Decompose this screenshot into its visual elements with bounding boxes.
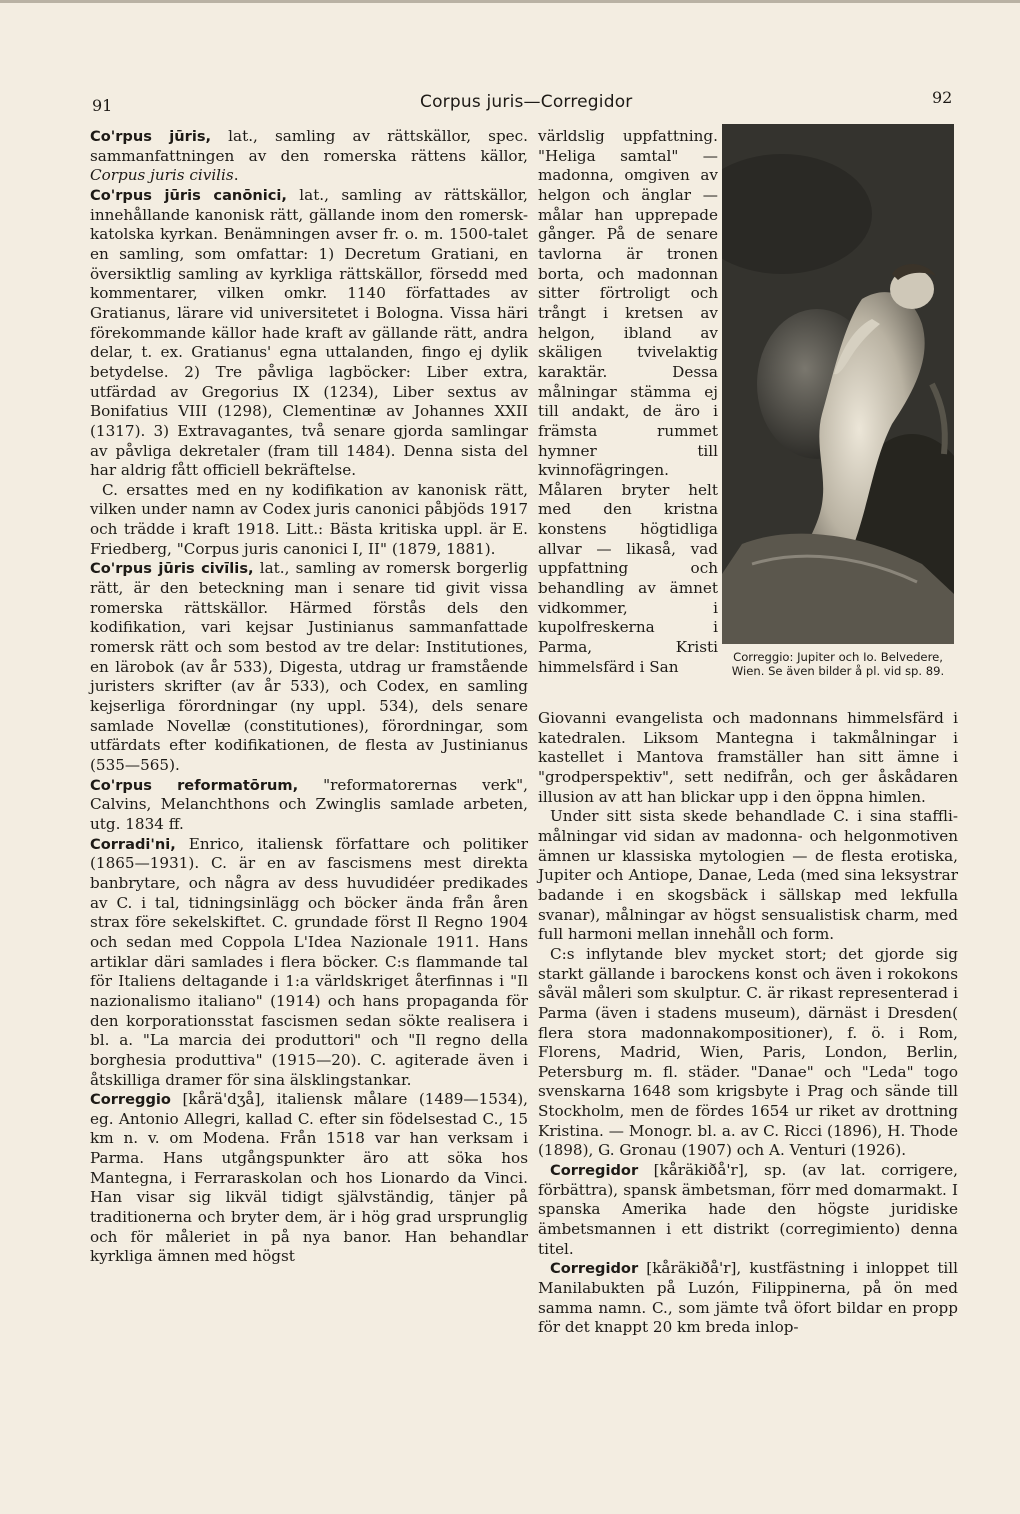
headword: Corradi'ni, (90, 835, 176, 853)
entry-tail: . (233, 166, 239, 185)
headword: Co'rpus jūris, (90, 128, 212, 145)
entry-corpus-reformatorum (90, 776, 528, 835)
paragraph-codex (90, 481, 528, 560)
paragraph-giovanni (538, 709, 958, 807)
figure-caption: Correggio: Jupiter och Io. Belvedere, Wien. Se även bilder å pl. vid sp. 89. (731, 650, 945, 678)
paragraph-correggio-continued: världslig uppfattning. "Heliga samtal" — madonna, omgiven av helgon och änglar — målar han upprepade gånger. På de senare tavlorna är tronen borta, och madonnan sitter förtroligt och trångt i kretsen av helgon, ibland av skäligen tvivelaktig karaktär. Dessa målningar stämma ej till andakt, de äro i främsta rummet hymner till kvinnofägringen. Målaren bryter helt med den kristna konstens högtidliga allvar — likaså, vad uppfattning och behandling av ämnet vidkommer, i kupolfreskerna i Parma, Kristi himmelsfärd i San (538, 127, 718, 676)
entry-corpus-juris (90, 127, 528, 186)
entry-text: lat., samling av rättskällor, spec. sammanfattningen av den romerska rättens källor, (90, 127, 528, 165)
entry-text: [kåräkiðå'r], kustfästning i inloppet till Manilabukten på Luzón, Filippinerna, på ön med samma namn. C., som jämte två öfort bildar en propp för det knappt 20 km breda inlop- (538, 1259, 958, 1337)
paragraph-influence (538, 945, 958, 1161)
entry-text: Enrico, italiensk författare och politiker (1865—1931). C. är en av fascismens mest direkta banbrytare, och några av dess huvudidéer predikades av C. i tal, tidningsinlägg och böcker ända från åren strax före sekelskiftet. C. grundade först Il Regno 1904 och sedan med Coppola L'Idea Nazionale 1911. Hans artiklar däri samlades i flera böcker. C:s flammande tal för Italiens deltagande i 1:a världskriget återfinnas i "Il nazionalismo italiano" (1914) och hans propaganda för den korporationsstat fascismen sedan sökte realisera i bl. a. "La marcia dei produttori" och "Il regno della borghesia produttiva" (1915—20). C. agiterade även i åtskilliga dramer för sina älsklingstankar. (90, 834, 528, 1089)
entry-text: "reformatorernas verk", Calvins, Melanchthons och Zwinglis samlade arbeten, utg. 1834 ff. (90, 775, 528, 833)
entry-italic: Corpus juris civilis (90, 166, 234, 185)
entry-text: [kåräkiðå'r], sp. (av lat. corrigere, förbättra), spansk ämbetsman, förr med domarmakt. I spanska Amerika hade den högste juridiske ämbetsmannen i ett distrikt (corregimiento) denna titel. (538, 1161, 958, 1258)
jupiter-and-io-image (722, 124, 954, 644)
entry-corpus-juris-civilis (90, 559, 528, 775)
entry-corregidor-official (538, 1161, 958, 1259)
entry-correggio (90, 1090, 528, 1267)
headword: Correggio (90, 1091, 171, 1109)
headword: Co'rpus reformatōrum, (90, 776, 299, 794)
page-top-rule (0, 0, 1020, 3)
entry-text: lat., samling av rättskällor, innehållande kanonisk rätt, gällande inom den romersk-katolska kyrkan. Benämningen avser fr. o. m. 1500-talet en samling, som omfattar: 1) Decretum Gratiani, en översiktlig samling av kyrkliga rättskällor, försedd med kommentarer, vilken omkr. 1140 författades av Gratianus, lärare vid universitetet i Bologna. Vissa häri förekommande källor hade kraft av gällande rätt, andra delar, t. ex. Gratianus' egna uttalanden, fingo ej dylik betydelse. 2) Tre påvliga lagböcker: Liber extra, utfärdad av Gregorius IX (1234), Liber sextus av Bonifatius VIII (1298), Clementinæ av Johannes XXII (1317). 3) Extravagantes, två senare gjorda samlingar av påvliga dekretaler (fram till 1484). Denna sista del har aldrig fått officiell bekräftelse. (90, 185, 528, 480)
running-head: Corpus juris—Corregidor (420, 92, 633, 112)
right-column (538, 709, 958, 1338)
entry-corregidor-fortress (538, 1259, 958, 1338)
painting-illustration (722, 124, 954, 644)
page-number-left: 91 (92, 96, 113, 115)
entry-text: Under sitt sista skede behandlade C. i sina stafflimålningar vid sidan av madonna- och helgonmotiven ämnen ur klassiska mytologien — de flesta erotiska, Jupiter och Antiope, Danae, Leda (med sina leksystrar badande i en skogsbäck i sällskap med lekfulla svanar), målningar av högst sensualistisk charm, med full harmoni mellan innehåll och form. (538, 807, 958, 944)
headword: Co'rpus jūris civīlis, (90, 560, 254, 578)
entry-corpus-juris-canonici (90, 186, 528, 481)
right-column-narrow (538, 127, 718, 677)
entry-text: Giovanni evangelista och madonnans himmelsfärd i katedralen. Liksom Mantegna i takmålningar i kastellet i Mantova framställer han sitt ämne i "grodperspektiv", sett nedifrån, och ger åskådaren illusion av att han blickar upp i den öppna himlen. (538, 709, 958, 806)
left-column (90, 127, 528, 1267)
entry-text: lat., samling av romersk borgerlig rätt, är den beteckning man i senare tid givit vissa romerska rättskällor. Härmed förstås dels den kodifikation, vari kejsar Justinianus sammanfattade romersk rätt och som bestod av tre delar: Institutiones, en lärobok (av år 533), Digesta, utdrag ur framstående juristers skrifter (av år 533), och Codex, en samling kejserliga förordningar (ny uppl. 534), dels senare samlade Novellæ (constitutiones), förordningar, som utfärdats efter kodifikationen, de flesta av Justinianus (535—565). (90, 559, 528, 774)
entry-text: C. ersattes med en ny kodifikation av kanonisk rätt, vilken under namn av Codex juris canonici påbjöds 1917 och trädde i kraft 1918. Litt.: Bästa kritiska uppl. är E. Friedberg, "Corpus juris canonici I, II" (1879, 1881). (90, 480, 528, 558)
entry-text: C:s inflytande blev mycket stort; det gjorde sig starkt gällande i barockens konst och även i rokokons såväl måleri som skulptur. C. är rikast representerad i Parma (även i stadens museum), därnäst i Dresden( flera stora madonnakompositioner), f. ö. i Rom, Florens, Madrid, Wien, Paris, London, Berlin, Petersburg m. fl. städer. "Danae" och "Leda" togo svenskarna 1648 som krigsbyte i Prag och sände till Stockholm, men de fördes 1654 ur riket av drottning Kristina. — Monogr. bl. a. av C. Ricci (1896), H. Thode (1898), G. Gronau (1907) och A. Venturi (1926). (538, 944, 958, 1160)
entry-text: [kårä'dʒå], italiensk målare (1489—1534), eg. Antonio Allegri, kallad C. efter sin födelsestad C., 15 km n. v. om Modena. Från 1518 var han verksam i Parma. Hans utgångspunkter äro att söka hos Mantegna, i Ferraraskolan och hos Lionardo da Vinci. Han visar sig likväl tidigt självständig, tänjer på traditionerna och bryter dem, är i hög grad ursprunglig och för måleriet in på nya banor. Han behandlar kyrkliga ämnen med högst (90, 1090, 528, 1266)
entry-corradini (90, 835, 528, 1091)
headword: Corregidor (550, 1260, 639, 1278)
headword: Co'rpus jūris canōnici, (90, 186, 287, 204)
page-number-right: 92 (932, 88, 953, 107)
paragraph-mythology (538, 807, 958, 945)
headword: Corregidor (550, 1162, 639, 1180)
